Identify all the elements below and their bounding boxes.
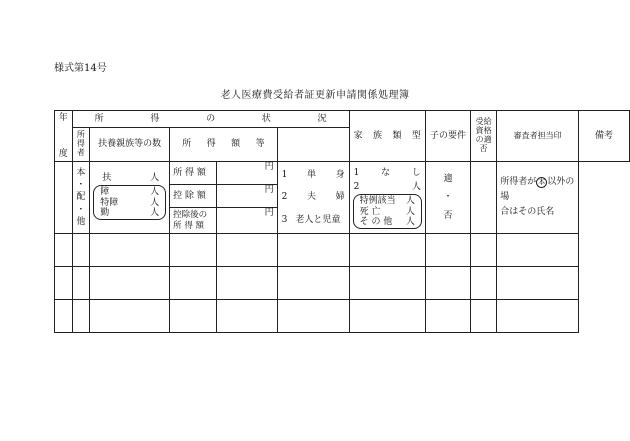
- header-child-req: 子 の 要 件: [425, 111, 470, 162]
- header-income-amount: 所 得 額 等: [170, 128, 278, 162]
- household-cell: 1 単 身 2 夫 婦 3 老人と児童: [277, 162, 349, 234]
- review-cell: [470, 162, 496, 234]
- dependents-cell: 扶 人 障 人 特障 人 勤 人: [90, 162, 170, 234]
- header-dependents: 扶養親族等の数: [90, 128, 170, 162]
- after-deduction-amount-cell: 円: [217, 208, 278, 234]
- earner-options: 本 ・ 配 ・ 他: [72, 162, 90, 234]
- header-eligibility: 受給資格の適否: [470, 111, 496, 162]
- form-number: 様式第14号: [54, 63, 107, 74]
- remarks-cell: 所得者が 本 以外の場 合はその氏名: [497, 162, 579, 234]
- eligibility-cell: 適 ・ 否: [425, 162, 470, 234]
- child-cell: 1 な し 2 人 特例該当 人 死 亡 人 そ の 他 人: [349, 162, 425, 234]
- deduction-amount-cell: 円: [217, 185, 278, 208]
- year-cell-1: [55, 162, 73, 234]
- income-label: 所 得 額: [170, 162, 217, 185]
- header-household-type: 家 族 類 型: [349, 111, 425, 162]
- circled-mark: 本: [538, 177, 546, 186]
- table-row: [55, 234, 630, 267]
- register-table: [54, 110, 630, 333]
- header-income-status: 所 得 の 状 況: [72, 111, 349, 128]
- header-review: 審査者担当印: [497, 111, 579, 162]
- table-row: [55, 267, 630, 300]
- table-row: [55, 300, 630, 333]
- header-year: 年 度: [55, 111, 73, 162]
- after-deduction-label: 控除後の 所 得 額: [170, 208, 217, 234]
- income-amount-cell: 円: [217, 162, 278, 185]
- page-title: 老人医療費受給者証更新申請関係処理簿: [220, 90, 410, 101]
- deduction-label: 控 除 額: [170, 185, 217, 208]
- header-earner: 所得者: [72, 128, 90, 162]
- header-remarks: 備 考: [578, 111, 629, 162]
